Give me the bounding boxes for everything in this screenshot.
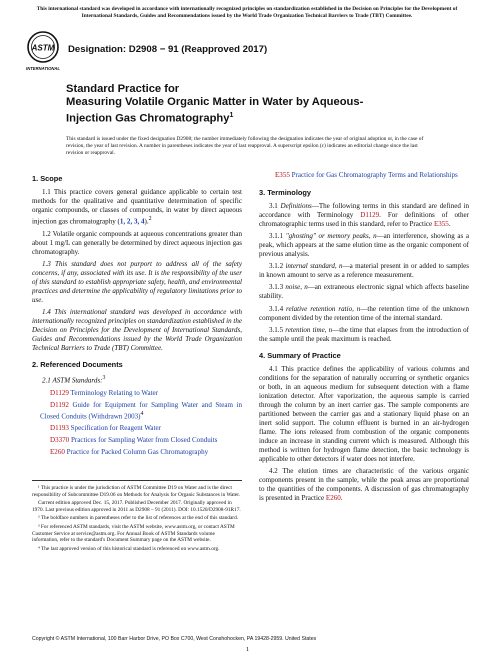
- referenced-intro-text: 2.1 ASTM Standards:: [42, 376, 103, 385]
- terminology-para-1: [259, 202, 469, 229]
- summary-para-2: [259, 467, 469, 503]
- term-ref-link[interactable]: D1129: [360, 211, 380, 220]
- term-definition: [259, 326, 469, 344]
- footnote: ³ For referenced ASTM standards, visit the ASTM website, www.astm.org, or contact ASTM Customer Service at service@astm.org. For Annual Book of ASTM Standards volume information, refer to the standard's Document Summary page on the ASTM website.: [32, 523, 235, 544]
- footnote: Current edition approved Dec. 15, 2017. Published December 2017. Originally approved in 1970. Last previous edition approved in 2011 as D2908 – 91 (2011). DOI: 10.1520/D2908-91R17.: [32, 500, 241, 513]
- referenced-intro: [32, 374, 242, 385]
- scope-refs-link[interactable]: 1, 2, 3, 4: [119, 217, 145, 226]
- term-num: 3.1.2: [269, 262, 286, 271]
- reference-item[interactable]: [34, 424, 242, 433]
- term-num: 3.1: [269, 202, 281, 211]
- reference-item[interactable]: [34, 436, 242, 445]
- term-num: 3.1.3: [269, 283, 286, 292]
- reference-code[interactable]: E260: [50, 448, 65, 457]
- term-definition: [259, 232, 469, 259]
- term-text: —the time that elapses from the introduction of the sample until the peak maximum is reached.: [259, 325, 470, 343]
- reference-item[interactable]: [34, 448, 242, 457]
- reference-code[interactable]: D1193: [50, 424, 69, 433]
- referenced-heading: 2. Referenced Documents: [32, 360, 123, 370]
- scope-para-1-sup: 2: [148, 216, 152, 223]
- scope-para-3: 1.3 This standard does not purport to address all of the safety concerns, if any, associated with its use. It is the responsibility of the user of this standard to establish appropriate safety, health, and environmental practices and determine the applicability of regulatory limitations prior to use.: [32, 259, 242, 304]
- summary-heading: 4. Summary of Practice: [259, 350, 341, 360]
- reference-title[interactable]: Practice for Gas Chromatography Terms and Relationships: [289, 171, 458, 179]
- logo-subtext: INTERNATIONAL: [26, 66, 60, 71]
- astm-logo: [26, 30, 60, 78]
- term-num: 3.1.4: [269, 304, 287, 313]
- referenced-intro-sup: 3: [102, 375, 106, 382]
- term-label: Definitions: [280, 202, 312, 211]
- title-line-1: Standard Practice for: [66, 83, 180, 95]
- document-title: [66, 83, 446, 126]
- term-text: .: [448, 220, 451, 229]
- footnote: ² The boldface numbers in parentheses refer to the list of references at the end of this standard.: [38, 515, 239, 522]
- right-column: [259, 171, 469, 506]
- reference-list: [32, 389, 242, 458]
- term-text: —The following terms in this standard are defined in accordance with Terminology: [259, 202, 469, 220]
- scope-heading: 1. Scope: [32, 174, 63, 183]
- copyright-footer: Copyright © ASTM International, 100 Barr Harbor Drive, PO Box C700, West Conshohocken, PA 19428-2959. United States: [32, 636, 317, 642]
- term-text: —the retention time of the unknown component divided by the retention time of the internal standard.: [259, 304, 470, 322]
- reference-item[interactable]: [34, 389, 242, 398]
- terminology-heading: 3. Terminology: [259, 188, 312, 198]
- summary-ref-link[interactable]: E260: [325, 494, 341, 503]
- logo-text: ASTM: [31, 43, 55, 53]
- reference-sup: 4: [140, 410, 144, 417]
- term-text: —an interference, showing as a peak, which appears at the same elution time as the organic component of previous analysis.: [259, 232, 469, 259]
- page-number: 1: [246, 646, 250, 653]
- title-footnote-mark: 1: [229, 112, 234, 119]
- term-text: —an extraneous electronic signal which affects baseline stability.: [259, 283, 469, 301]
- term-num: 3.1.1: [269, 232, 286, 241]
- reference-title[interactable]: Terminology Relating to Water: [68, 388, 159, 397]
- reference-item[interactable]: [34, 401, 242, 421]
- scope-para-1-text: 1.1 This practice covers general guidance applicable to certain test methods for the qualitative and quantitative determination of specific organic compounds, or classes of compounds, in water by direct aqueous injection gas chromatography (: [32, 188, 242, 226]
- footnote: ¹ This practice is under the jurisdiction of ASTM Committee D19 on Water and is the direct responsibility of Subcommittee D19.06 on Methods for Analysis for Organic Substances in Water.: [32, 485, 240, 498]
- title-line-2: Measuring Volatile Organic Matter in Water by Aqueous-: [66, 96, 364, 108]
- scope-para-1: [32, 188, 242, 227]
- term-label: relative retention ratio, n: [286, 304, 361, 313]
- tbt-notice: This international standard was developed in accordance with internationally recognized principles on standardization established in the Decision on Principles for the Development of International Standards, Guides and Recommendations issued by the World Trade Organization Technical Barriers to Trade (TBT) Committee.: [36, 6, 458, 19]
- reference-item[interactable]: [259, 171, 469, 180]
- footnote: ⁴ The last approved version of this historical standard is referenced on www.astm.org.: [38, 545, 220, 552]
- term-definition: [259, 305, 469, 323]
- title-line-3-text: Injection Gas Chromatography: [66, 112, 230, 125]
- reference-title[interactable]: Specification for Reagent Water: [68, 424, 161, 433]
- summary-para-2-end: .: [340, 494, 343, 503]
- designation: Designation: D2908 − 91 (Reapproved 2017): [68, 44, 268, 55]
- term-label: noise, n: [285, 283, 308, 292]
- summary-para-2-text: 4.2 The elution times are characteristic of the various organic components present in the sample, while the peak areas are proportional to the quantities of the components. A discussion of gas chromatography is presented in Practice: [259, 467, 469, 503]
- issued-note: This standard is issued under the fixed designation D2908; the number immediately following the designation indicates the year of original adoption or, in the case of revision, the year of last revision. A number in parentheses indicates the year of last reapproval. A superscript epsilon (ε) indicates an editorial change since the last revision or reapproval.: [66, 136, 424, 156]
- reference-code[interactable]: D1192: [50, 400, 69, 409]
- summary-para-1: 4.1 This practice defines the applicability of various columns and conditions for the separation of naturally occurring or synthetic organics or both, in an aqueous medium for subsequent detection with a flame ionization detector. After vaporization, the aqueous sample is carried through the column by an inert carrier gas. The sample components are partitioned between the carrier gas and a stationary liquid phase on an inert solid support. The column effluent is burned in an air-hydrogen flame. The ions released from combustion of the organic components induce an increase in standing current which is measured. Although this method is written for hydrogen flame detection, the basic technology is applicable to other detectors if water does not interfere.: [259, 364, 469, 464]
- term-label: internal standard, n: [285, 262, 343, 271]
- term-label: retention time, n: [285, 325, 333, 334]
- term-num: 3.1.5: [269, 325, 286, 334]
- title-line-3: [66, 109, 446, 126]
- term-definition: [259, 262, 469, 280]
- reference-code[interactable]: D1129: [50, 388, 69, 397]
- scope-para-4: 1.4 This international standard was developed in accordance with internationally recognized principles on standardization established in the Decision on Principles for the Development of International Standards, Guides and Recommendations issued by the World Trade Organization Technical Barriers to Trade (TBT) Committee.: [32, 307, 242, 353]
- term-text: —a material present in or added to samples in known amount to serve as a reference measurement.: [259, 262, 469, 280]
- term-ref-link[interactable]: E355: [433, 220, 449, 229]
- scope-para-2: 1.2 Volatile organic compounds at aqueous concentrations greater than about 1 mg/L can generally be determined by direct aqueous injection gas chromatography.: [32, 229, 242, 256]
- reference-title[interactable]: Guide for Equipment for Sampling Water and Steam in Closed Conduits (Withdrawn 2003): [40, 400, 242, 420]
- left-column: [32, 170, 242, 460]
- reference-title[interactable]: Practice for Packed Column Gas Chromatography: [64, 448, 209, 457]
- footnotes: [32, 480, 242, 554]
- reference-title[interactable]: Practices for Sampling Water from Closed Conduits: [69, 436, 218, 445]
- scope-para-1-end: ).: [144, 217, 149, 226]
- term-definition: [259, 283, 469, 301]
- reference-code[interactable]: D3370: [50, 436, 70, 445]
- term-label: "ghosting" or memory peaks, n: [285, 232, 377, 241]
- term-text: . For definitions of other chromatographic terms used in this standard, refer to Practice: [259, 211, 469, 229]
- reference-code[interactable]: E355: [275, 171, 290, 179]
